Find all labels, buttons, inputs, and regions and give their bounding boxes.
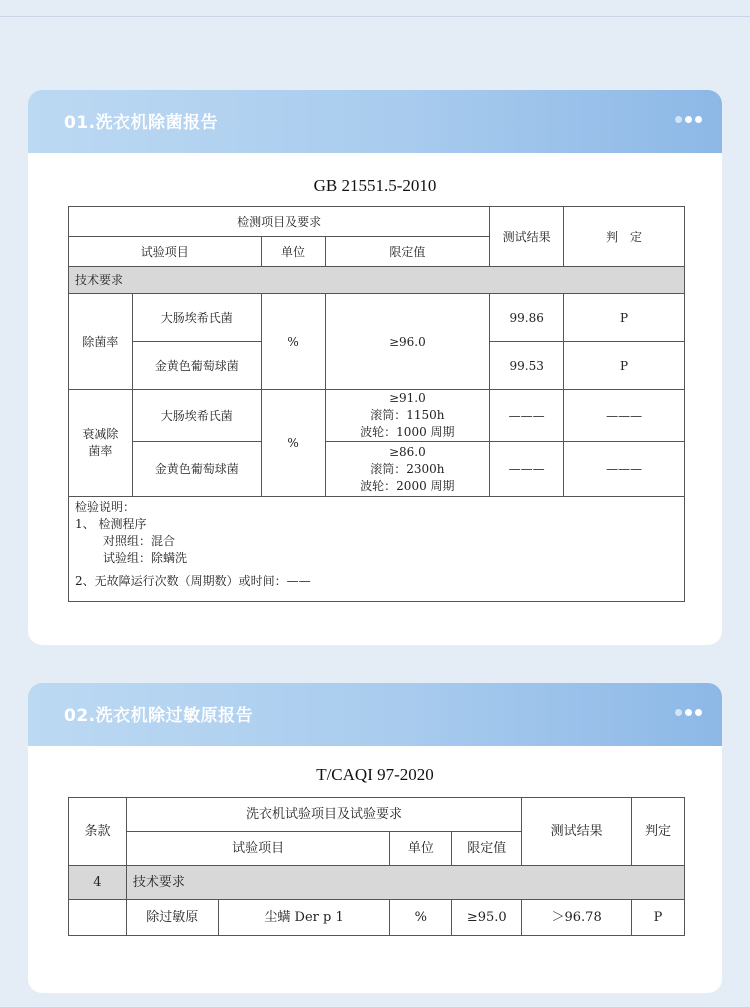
notes-line: 试验组：除螨洗: [103, 551, 188, 565]
header-result: 测试结果: [490, 207, 564, 267]
header-group: 检测项目及要求: [69, 207, 490, 237]
header-limit: 限定值: [325, 237, 490, 267]
limit-cell: ≥91.0 滚筒：1150h 波轮：1000 周期: [325, 390, 490, 442]
sterilization-label: 除菌率: [69, 294, 133, 390]
result-cell: 99.53: [490, 342, 564, 390]
header-result: 测试结果: [522, 798, 632, 866]
empty-cell: [69, 900, 127, 936]
verdict-cell: ———: [564, 442, 685, 497]
result-cell: ———: [490, 442, 564, 497]
header-group: 洗衣机试验项目及试验要求: [126, 798, 521, 832]
category-cell: 除过敏原: [126, 900, 218, 936]
tech-requirement-row: 技术要求: [69, 267, 685, 294]
notes-title: 检验说明：: [75, 500, 136, 514]
verdict-cell: ———: [564, 390, 685, 442]
sterilization-table: [68, 206, 685, 602]
header-unit: 单位: [390, 832, 452, 866]
organism-cell: 金黄色葡萄球菌: [132, 442, 261, 497]
card-title: 01.洗衣机除菌报告: [64, 113, 219, 133]
header-clause: 条款: [69, 798, 127, 866]
notes-line: 1、 检测程序: [75, 517, 147, 531]
card-title: 02.洗衣机除过敏原报告: [64, 706, 254, 726]
item-cell: 尘螨 Der p 1: [218, 900, 390, 936]
header-item: 试验项目: [69, 237, 262, 267]
limit-cell: ≥96.0: [325, 294, 490, 390]
header-verdict: 判 定: [564, 207, 685, 267]
tech-requirement-row: 技术要求: [126, 866, 684, 900]
header-unit: 单位: [261, 237, 325, 267]
verdict-cell: P: [564, 342, 685, 390]
decay-label: 衰减除 菌率: [69, 390, 133, 497]
header-verdict: 判定: [632, 798, 685, 866]
organism-cell: 金黄色葡萄球菌: [132, 342, 261, 390]
more-dots-icon[interactable]: [675, 709, 702, 716]
limit-cell: ≥95.0: [452, 900, 522, 936]
sterilization-report-card: [28, 90, 722, 645]
inspection-notes: [69, 497, 685, 602]
limit-cell: ≥86.0 滚筒：2300h 波轮：2000 周期: [325, 442, 490, 497]
unit-cell: %: [261, 390, 325, 497]
notes-line: 对照组：混合: [103, 534, 176, 548]
notes-line: 2、无故障运行次数（周期数）或时间：——: [75, 574, 311, 588]
result-cell: ＞96.78: [522, 900, 632, 936]
clause-number: 4: [69, 866, 127, 900]
allergen-table: [68, 797, 685, 936]
card-header: [28, 683, 722, 746]
organism-cell: 大肠埃希氏菌: [132, 294, 261, 342]
allergen-report-card: [28, 683, 722, 993]
more-dots-icon[interactable]: [675, 116, 702, 123]
unit-cell: %: [261, 294, 325, 390]
top-divider: [0, 16, 750, 17]
standard-number: GB 21551.5-2010: [313, 176, 437, 195]
unit-cell: %: [390, 900, 452, 936]
header-limit: 限定值: [452, 832, 522, 866]
organism-cell: 大肠埃希氏菌: [132, 390, 261, 442]
card-header: [28, 90, 722, 153]
result-cell: 99.86: [490, 294, 564, 342]
header-item: 试验项目: [126, 832, 390, 866]
result-cell: ———: [490, 390, 564, 442]
verdict-cell: P: [564, 294, 685, 342]
verdict-cell: P: [632, 900, 685, 936]
standard-number: T/CAQI 97-2020: [316, 765, 434, 784]
